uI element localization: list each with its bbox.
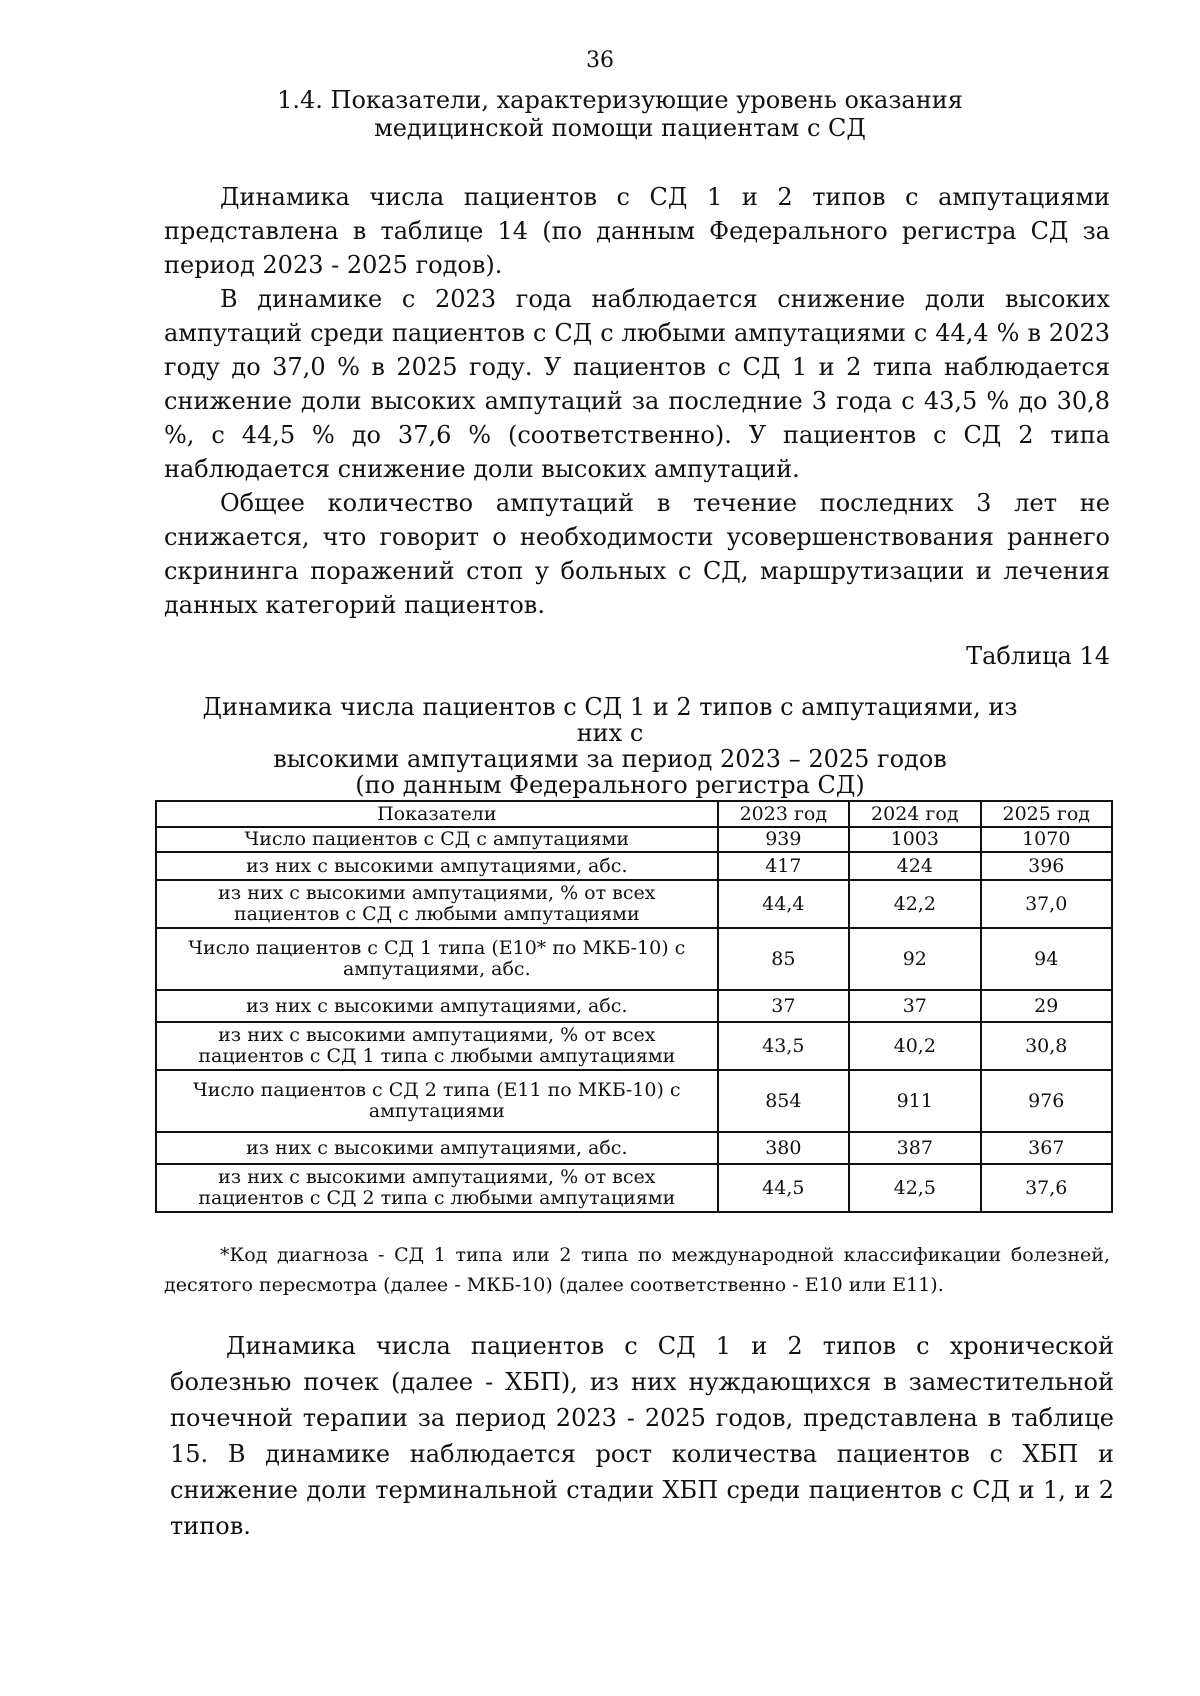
row-label-line1: из них с высокими ампутациями, % от всех <box>218 1166 656 1188</box>
cell-2024: 42,2 <box>849 880 980 928</box>
row-label-line2: пациентов с СД с любыми ампутациями <box>234 903 640 925</box>
row-label: из них с высокими ампутациями, абс. <box>156 1132 718 1164</box>
row-label: Число пациентов с СД с ампутациями <box>156 827 718 852</box>
row-label <box>156 1022 718 1070</box>
cell-2023: 44,4 <box>718 880 849 928</box>
paragraph-3: Общее количество ампутаций в течение последних 3 лет не снижается, что говорит о необходимости усовершенствования раннего скрининга поражений стоп у больных с СД, маршрутизации и лечения данных категорий пациентов. <box>164 489 1110 619</box>
header-2025: 2025 год <box>981 801 1112 827</box>
cell-2023: 43,5 <box>718 1022 849 1070</box>
row-label-line2: пациентов с СД 2 типа с любыми ампутациями <box>198 1187 676 1209</box>
row-label-line1: Число пациентов с СД 1 типа (Е10* по МКБ-10) с <box>188 937 686 959</box>
page-number: 36 <box>586 48 614 73</box>
cell-2025: 30,8 <box>981 1022 1112 1070</box>
table-header-row <box>156 801 1112 827</box>
cell-2023: 939 <box>718 827 849 852</box>
cell-2024: 42,5 <box>849 1164 980 1212</box>
row-label <box>156 1070 718 1132</box>
cell-2025: 367 <box>981 1132 1112 1164</box>
row-label-line1: из них с высокими ампутациями, % от всех <box>218 1024 656 1046</box>
paragraph-2: В динамике с 2023 года наблюдается снижение доли высоких ампутаций среди пациентов с СД с любыми ампутациями с 44,4 % в 2023 году до 37,0 % в 2025 году. У пациентов с СД 1 и 2 типа наблюдается снижение доли высоких ампутаций за последние 3 года с 43,5 % до 30,8 %, с 44,5 % до 37,6 % (соответственно). У пациентов с СД 2 типа наблюдается снижение доли высоких ампутаций. <box>164 285 1110 483</box>
cell-2023: 85 <box>718 928 849 990</box>
cell-2024: 911 <box>849 1070 980 1132</box>
table-caption-line1: Динамика числа пациентов с СД 1 и 2 типов с ампутациями, из них с <box>202 693 1018 747</box>
cell-2024: 37 <box>849 990 980 1022</box>
cell-2025: 37,0 <box>981 880 1112 928</box>
section-title <box>250 86 990 142</box>
cell-2023: 44,5 <box>718 1164 849 1212</box>
cell-2024: 387 <box>849 1132 980 1164</box>
paragraph-4: Динамика числа пациентов с СД 1 и 2 типов с хронической болезнью почек (далее - ХБП), из них нуждающихся в заместительной почечной терапии за период 2023 - 2025 годов, представлена в таблице 15. В динамике наблюдается рост количества пациентов с ХБП и снижение доли терминальной стадии ХБП среди пациентов с СД и 1, и 2 типов. <box>170 1332 1114 1540</box>
footnote: *Код диагноза - СД 1 типа или 2 типа по международной классификации болезней, десятого пересмотра (далее - МКБ-10) (далее соответственно - Е10 или Е11). <box>164 1244 1110 1296</box>
table-label: Таблица 14 <box>966 642 1110 670</box>
section-title-line2: медицинской помощи пациентам с СД <box>374 114 866 142</box>
cell-2024: 40,2 <box>849 1022 980 1070</box>
data-table <box>155 800 1113 1213</box>
cell-2025: 1070 <box>981 827 1112 852</box>
row-label: из них с высокими ампутациями, абс. <box>156 990 718 1022</box>
table-row <box>156 1132 1112 1164</box>
row-label-line2: ампутациями <box>368 1100 505 1122</box>
table-row <box>156 852 1112 880</box>
cell-2023: 37 <box>718 990 849 1022</box>
cell-2023: 380 <box>718 1132 849 1164</box>
row-label-line1: из них с высокими ампутациями, % от всех <box>218 882 656 904</box>
row-label-line2: пациентов с СД 1 типа с любыми ампутациями <box>198 1045 676 1067</box>
cell-2025: 396 <box>981 852 1112 880</box>
cell-2024: 92 <box>849 928 980 990</box>
table-caption <box>200 694 1020 798</box>
cell-2023: 854 <box>718 1070 849 1132</box>
cell-2025: 94 <box>981 928 1112 990</box>
row-label: из них с высокими ампутациями, абс. <box>156 852 718 880</box>
row-label <box>156 1164 718 1212</box>
table-row <box>156 928 1112 990</box>
table-row <box>156 1164 1112 1212</box>
row-label <box>156 928 718 990</box>
cell-2025: 976 <box>981 1070 1112 1132</box>
cell-2024: 1003 <box>849 827 980 852</box>
header-2023: 2023 год <box>718 801 849 827</box>
table-row <box>156 827 1112 852</box>
row-label-line1: Число пациентов с СД 2 типа (Е11 по МКБ-10) с <box>193 1079 681 1101</box>
table-caption-line3: (по данным Федерального регистра СД) <box>355 771 865 799</box>
row-label <box>156 880 718 928</box>
header-indicator: Показатели <box>156 801 718 827</box>
cell-2024: 424 <box>849 852 980 880</box>
table-row <box>156 1022 1112 1070</box>
table-row <box>156 1070 1112 1132</box>
cell-2025: 29 <box>981 990 1112 1022</box>
cell-2023: 417 <box>718 852 849 880</box>
section-title-line1: 1.4. Показатели, характеризующие уровень оказания <box>277 86 963 114</box>
table-caption-line2: высокими ампутациями за период 2023 – 2025 годов <box>273 745 947 773</box>
cell-2025: 37,6 <box>981 1164 1112 1212</box>
paragraph-1: Динамика числа пациентов с СД 1 и 2 типов с ампутациями представлена в таблице 14 (по данным Федерального регистра СД за период 2023 - 2025 годов). <box>164 183 1110 279</box>
row-label-line2: ампутациями, абс. <box>342 958 531 980</box>
table-row <box>156 990 1112 1022</box>
table-row <box>156 880 1112 928</box>
header-2024: 2024 год <box>849 801 980 827</box>
